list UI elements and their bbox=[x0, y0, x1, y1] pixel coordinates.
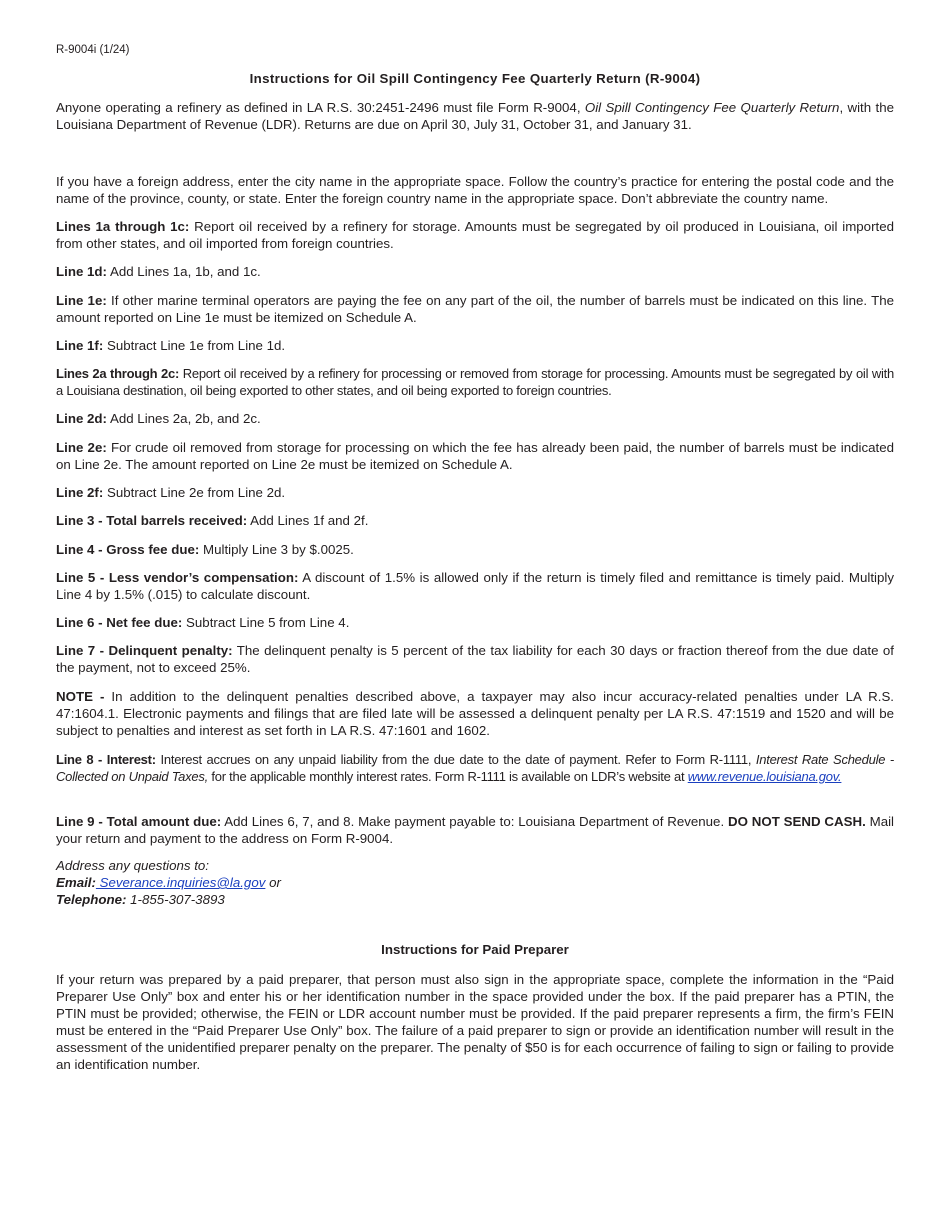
email-or: or bbox=[265, 875, 281, 890]
line-text: Multiply Line 3 by $.0025. bbox=[199, 542, 354, 557]
paid-preparer-paragraph: If your return was prepared by a paid preparer, that person must also sign in the appropriate space, complete the information in the “Paid Preparer Use Only” box and enter his or her identification number in the space provided under the box. If the paid preparer has a PTIN, the PTIN must be provided; otherwise, the FEIN or LDR account number must be provided. If the paid preparer represents a firm, the firm’s FEIN must be entered in the “Paid Preparer Use Only” box. The failure of a paid preparer to sign or provide an identification number will result in the assessment of the unidentified preparer penalty on the preparer. The penalty of $50 is for each occurrence of failing to sign or failing to provide an identification number. bbox=[56, 972, 894, 1072]
line-label: Line 2f: bbox=[56, 485, 104, 500]
line-text: Subtract Line 5 from Line 4. bbox=[182, 615, 350, 630]
do-not-send-cash: DO NOT SEND CASH. bbox=[727, 814, 866, 829]
line-label: Line 6 - Net fee due: bbox=[56, 615, 183, 630]
line-label: Line 1d: bbox=[56, 264, 107, 279]
line-label: Line 8 - Interest: bbox=[56, 752, 156, 767]
line-label: Line 9 - Total amount due: bbox=[56, 814, 222, 829]
line-label: Line 2d: bbox=[56, 411, 107, 426]
intro-text-1: Anyone operating a refinery as defined in LA R.S. 30:2451-2496 must file Form R-9004, bbox=[56, 100, 585, 115]
intro-text-2: , with the Louisiana Department of Revenue (LDR). Returns are due on April 30, July 31, October 31, and January 31. bbox=[56, 100, 894, 132]
line-text: Report oil received by a refinery for processing or removed from storage for processing. Amounts must be segregated by oil with a Louisiana destination, oil being exported to other states, and oil being exported to foreign countries. bbox=[56, 366, 894, 398]
line-label: Line 3 - Total barrels received: bbox=[56, 513, 248, 528]
intro-paragraph bbox=[56, 99, 894, 133]
note-text: In addition to the delinquent penalties described above, a taxpayer may also incur accuracy-related penalties under LA R.S. 47:1604.1. Electronic payments and filings that are filed late will be assessed a delinquent penalty per LA R.S. 47:1519 and 1520 and will be subject to penalties and interest as set forth in LA R.S. 47:1601 and 1602. bbox=[56, 689, 895, 738]
email-link[interactable]: Severance.inquiries@la.gov bbox=[95, 875, 266, 890]
line-text: Add Lines 1a, 1b, and 1c. bbox=[106, 264, 261, 279]
line-2e-paragraph bbox=[56, 439, 894, 473]
line-7-paragraph bbox=[56, 642, 894, 676]
line-text: Report oil received by a refinery for storage. Amounts must be segregated by oil produced in Louisiana, oil imported from other states, and oil imported from foreign countries. bbox=[56, 219, 894, 251]
line-8-text-1: Interest accrues on any unpaid liability from the due date to the date of payment. Refer to Form R-1111, bbox=[155, 752, 756, 767]
line-9-paragraph bbox=[56, 813, 894, 847]
interest-schedule-title: Interest Rate Schedule - Collected on Unpaid Taxes, bbox=[56, 752, 894, 784]
contact-block bbox=[56, 857, 281, 908]
phone-number: 1-855-307-3893 bbox=[126, 892, 225, 907]
line-text: Subtract Line 1e from Line 1d. bbox=[103, 338, 286, 353]
line-9-text-2: Mail your return and payment to the address on Form R-9004. bbox=[56, 814, 895, 846]
line-label: Line 5 - Less vendor’s compensation: bbox=[56, 570, 299, 585]
email-row bbox=[56, 874, 281, 891]
form-id: R-9004i (1/24) bbox=[56, 44, 130, 56]
intro-form-title: Oil Spill Contingency Fee Quarterly Return bbox=[584, 100, 840, 115]
line-1d-paragraph bbox=[56, 263, 894, 280]
line-2d-paragraph bbox=[56, 410, 894, 427]
line-label: Lines 2a through 2c: bbox=[56, 366, 180, 381]
line-1a-1c-paragraph bbox=[56, 218, 894, 252]
line-text: The delinquent penalty is 5 percent of the tax liability for each 30 days or fraction thereof from the due date of the payment, not to exceed 25%. bbox=[56, 643, 894, 675]
page-title: Instructions for Oil Spill Contingency Fee Quarterly Return (R-9004) bbox=[249, 71, 701, 86]
line-1e-paragraph bbox=[56, 292, 894, 326]
line-8-text-2: for the applicable monthly interest rates. Form R-1111 is available on LDR’s website at bbox=[208, 769, 688, 784]
line-label: Line 4 - Gross fee due: bbox=[56, 542, 200, 557]
line-2f-paragraph bbox=[56, 484, 894, 501]
line-text: If other marine terminal operators are paying the fee on any part of the oil, the number of barrels must be indicated on this line. The amount reported on Line 1e must be itemized on Schedule A. bbox=[56, 293, 895, 325]
line-text: For crude oil removed from storage for processing on which the fee has already been paid, the number of barrels must be indicated on Line 2e. The amount reported on Line 2e must be itemized on Schedule A. bbox=[56, 440, 894, 472]
line-3-paragraph bbox=[56, 512, 894, 529]
line-9-text-1: Add Lines 6, 7, and 8. Make payment payable to: Louisiana Department of Revenue. bbox=[221, 814, 728, 829]
line-label: Line 2e: bbox=[56, 440, 107, 455]
line-6-paragraph bbox=[56, 614, 894, 631]
line-text: Add Lines 2a, 2b, and 2c. bbox=[106, 411, 261, 426]
line-text: A discount of 1.5% is allowed only if the return is timely filed and remittance is timely paid. Multiply Line 4 by 1.5% (.015) to calculate discount. bbox=[56, 570, 894, 602]
line-label: Line 1e: bbox=[56, 293, 107, 308]
line-4-paragraph bbox=[56, 541, 894, 558]
line-label: Line 7 - Delinquent penalty: bbox=[56, 643, 233, 658]
foreign-address-paragraph: If you have a foreign address, enter the city name in the appropriate space. Follow the country’s practice for entering the postal code and the name of the province, county, or state. Enter the foreign country name in the appropriate space. Don’t abbreviate the country name. bbox=[56, 174, 894, 206]
line-label: Lines 1a through 1c: bbox=[56, 219, 190, 234]
paid-preparer-title: Instructions for Paid Preparer bbox=[381, 942, 569, 957]
phone-row bbox=[56, 891, 281, 908]
line-label: Line 1f: bbox=[56, 338, 104, 353]
note-label: NOTE - bbox=[56, 689, 105, 704]
line-5-paragraph bbox=[56, 569, 894, 603]
line-1f-paragraph bbox=[56, 337, 894, 354]
contact-intro: Address any questions to: bbox=[56, 858, 210, 873]
email-label: Email: bbox=[56, 875, 96, 890]
phone-label: Telephone: bbox=[56, 892, 127, 907]
line-text: Add Lines 1f and 2f. bbox=[247, 513, 369, 528]
line-text: Subtract Line 2e from Line 2d. bbox=[103, 485, 286, 500]
revenue-website-link[interactable]: www.revenue.louisiana.gov. bbox=[687, 769, 842, 784]
line-8-paragraph bbox=[56, 751, 894, 785]
line-2a-2c-paragraph bbox=[56, 365, 894, 399]
note-paragraph bbox=[56, 688, 894, 739]
